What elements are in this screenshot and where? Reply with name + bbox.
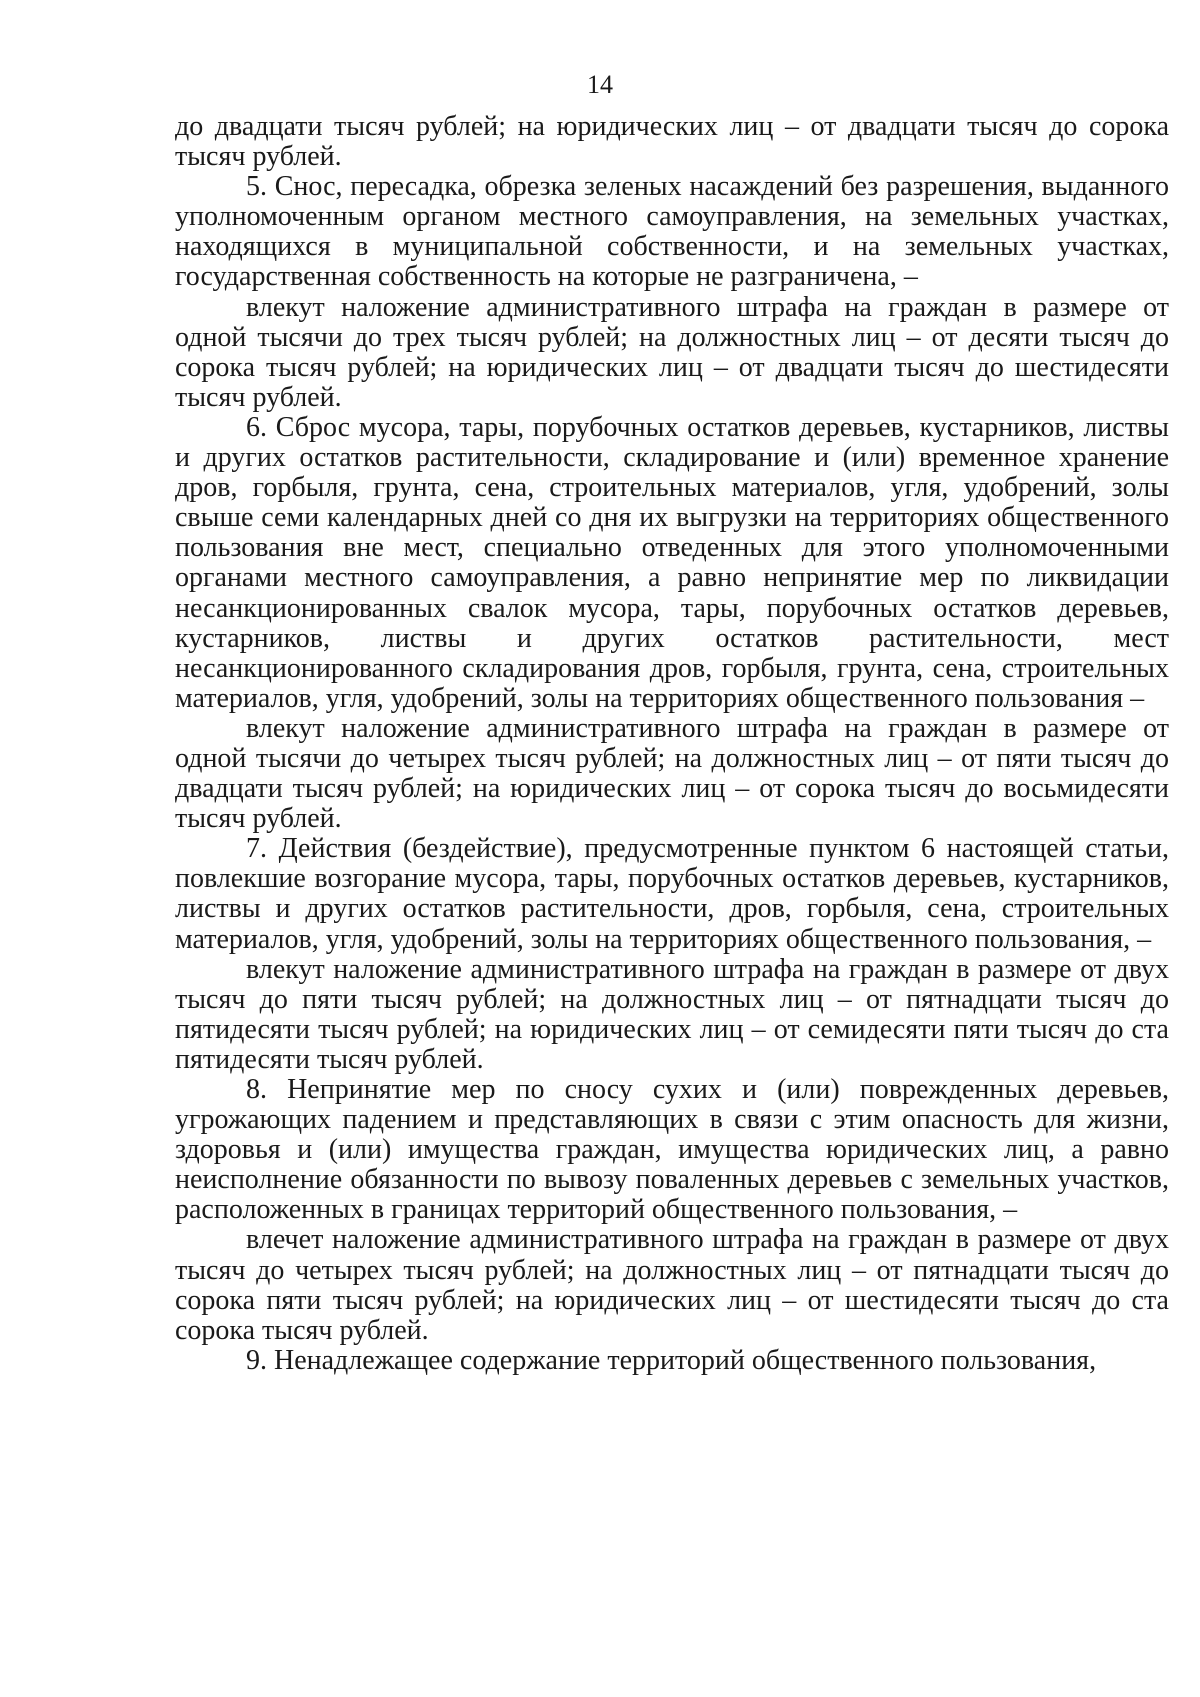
- paragraph-item-9: 9. Ненадлежащее содержание территорий общественного пользования,: [246, 1344, 1097, 1376]
- paragraph-item-5: 5. Снос, пересадка, обрезка зеленых насаждений без разрешения, выданного уполномоченным органом местного самоуправления, на земельных участках, находящихся в муниципальной собственности, и на земельных участках, государственная собственность на которые не разграничена, –: [175, 171, 1169, 293]
- paragraph-item-8: 8. Непринятие мер по сносу сухих и (или) поврежденных деревьев, угрожающих падением и представляющих в связи с этим опасность для жизни, здоровья и (или) имущества граждан, имущества юридических лиц, а равно неисполнение обязанности по вывозу поваленных деревьев с земельных участков, расположенных в границах территорий общественного пользования, –: [175, 1074, 1169, 1226]
- paragraph-penalty-5: влекут наложение административного штрафа на граждан в размере от одной тысячи до трех тысяч рублей; на должностных лиц – от десяти тысяч до сорока тысяч рублей; на юридических лиц – от двадцати тысяч до шестидесяти тысяч рублей.: [175, 291, 1169, 413]
- paragraph-penalty-8: влечет наложение административного штрафа на граждан в размере от двух тысяч до четырех тысяч рублей; на должностных лиц – от пятнадцати тысяч до сорока пяти тысяч рублей; на юридических лиц – от шестидесяти тысяч до ста сорока тысяч рублей.: [175, 1224, 1169, 1346]
- paragraph-penalty-7: влекут наложение административного штрафа на граждан в размере от двух тысяч до пяти тысяч рублей; на должностных лиц – от пятнадцати тысяч до пятидесяти тысяч рублей; на юридических лиц – от семидесяти пяти тысяч до ста пятидесяти тысяч рублей.: [175, 953, 1169, 1075]
- paragraph-continuation: до двадцати тысяч рублей; на юридических лиц – от двадцати тысяч до сорока тысяч рублей.: [175, 111, 1169, 173]
- document-body: [175, 112, 1169, 1376]
- page-number: 14: [587, 70, 613, 99]
- paragraph-item-7: 7. Действия (бездействие), предусмотренные пунктом 6 настоящей статьи, повлекшие возгорание мусора, тары, порубочных остатков деревьев, кустарников, листвы и других остатков растительности, дров, горбыля, сена, строительных материалов, угля, удобрений, золы на территориях общественного пользования, –: [175, 833, 1169, 955]
- paragraph-penalty-6: влекут наложение административного штрафа на граждан в размере от одной тысячи до четырех тысяч рублей; на должностных лиц – от пяти тысяч до двадцати тысяч рублей; на юридических лиц – от сорока тысяч до восьмидесяти тысяч рублей.: [175, 712, 1169, 835]
- paragraph-item-6: 6. Сброс мусора, тары, порубочных остатков деревьев, кустарников, листвы и других остатков растительности, складирование и (или) временное хранение дров, горбыля, грунта, сена, строительных материалов, угля, удобрений, золы свыше семи календарных дней со дня их выгрузки на территориях общественного пользования вне мест, специально отведенных для этого уполномоченными органами местного самоуправления, а равно непринятие мер по ликвидации несанкционированных свалок мусора, тары, порубочных остатков деревьев, кустарников, листвы и других остатков растительности, мест несанкционированного складирования дров, горбыля, грунта, сена, строительных материалов, угля, удобрений, золы на территориях общественного пользования –: [175, 411, 1169, 714]
